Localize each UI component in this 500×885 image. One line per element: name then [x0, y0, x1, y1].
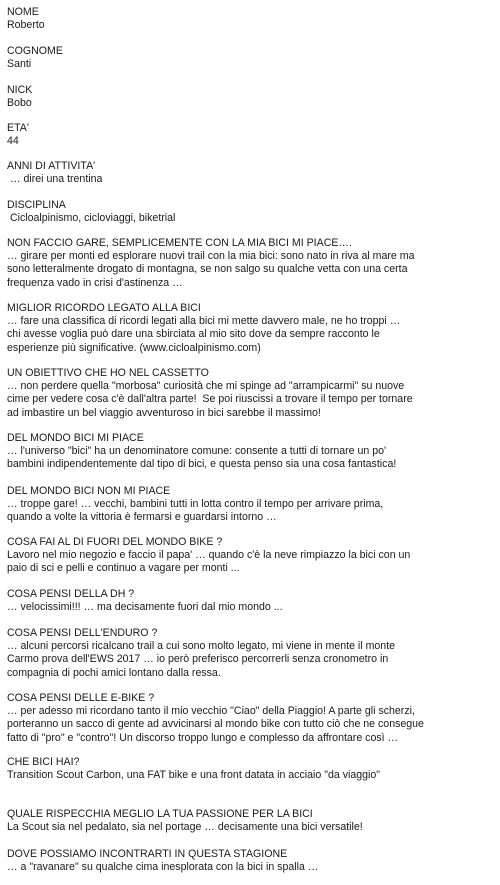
section-passione	[7, 808, 495, 834]
section-mondo-bici-non-piace	[7, 485, 495, 525]
section-ebike	[7, 692, 495, 745]
section-che-bici	[7, 756, 495, 782]
question: UN OBIETTIVO CHE HO NEL CASSETTO	[7, 367, 209, 379]
section-miglior-ricordo	[7, 302, 495, 355]
question: COSA FAI AL DI FUORI DEL MONDO BIKE ?	[7, 536, 223, 548]
question: ANNI DI ATTIVITA'	[7, 160, 96, 172]
answer: Bobo	[7, 97, 32, 110]
section-dove-incontrarti	[7, 848, 495, 874]
answer: … non perdere quella "morbosa" curiosità che mi spinge ad "arrampicarmi" su nuove cime per vedere cosa c'è dall'altra parte! Se poi riuscissi a trovare il tempo per tornare ad imbastire un bel viaggio avventuroso in bici sarebbe il massimo!	[7, 380, 413, 419]
answer: … a "ravanare" su qualche cima inesplorata con la bici in spalla …	[7, 861, 319, 874]
section-anni-attivita	[7, 160, 495, 186]
question: COSA PENSI DELL'ENDURO ?	[7, 627, 158, 639]
answer: … per adesso mi ricordano tanto il mio vecchio "Ciao" della Piaggio! A parte gli scherzi, porteranno un sacco di gente ad avvicinarsi al mondo bike con tutto ciò che ne consegue fatto di "pro" e "contro"! Un discorso troppo lungo e complesso da affrontare così …	[7, 705, 424, 744]
question: COGNOME	[7, 45, 63, 57]
section-obiettivo	[7, 367, 495, 420]
answer: Transition Scout Carbon, una FAT bike e una front datata in acciaio "da viaggio"	[7, 769, 381, 782]
section-dh	[7, 588, 495, 614]
question: DEL MONDO BICI NON MI PIACE	[7, 485, 171, 497]
answer: Roberto	[7, 19, 45, 32]
answer: … girare per monti ed esplorare nuovi trail con la mia bici: sono nato in riva al mare ma sono letteralmente drogato di montagna, se non salgo su qualche vetta con una certa frequenza vado in crisi d'astinenza …	[7, 250, 415, 289]
question: DISCIPLINA	[7, 199, 66, 211]
section-enduro	[7, 627, 495, 680]
question: DOVE POSSIAMO INCONTRARTI IN QUESTA STAGIONE	[7, 848, 288, 860]
question: NICK	[7, 84, 33, 96]
answer: … fare una classifica di ricordi legati alla bici mi mette davvero male, ne ho troppi … chi avesse voglia può dare una sbirciata al mio sito dove da sempre racconto le esperienze più significative. (www.cicloalpinismo.com)	[7, 315, 401, 354]
answer: Lavoro nel mio negozio e faccio il papa' … quando c'è la neve rimpiazzo la bici con un paio di sci e pelli e continuo a vagare per monti ...	[7, 549, 411, 575]
answer: … l'universo "bici" ha un denominatore comune: consente a tutti di tornare un po' bambini indipendentemente dal tipo di bici, e questa penso sia una cosa fantastica!	[7, 445, 397, 471]
question: MIGLIOR RICORDO LEGATO ALLA BICI	[7, 302, 201, 314]
question: QUALE RISPECCHIA MEGLIO LA TUA PASSIONE PER LA BICI	[7, 808, 313, 820]
section-eta	[7, 122, 495, 148]
question: COSA PENSI DELLA DH ?	[7, 588, 135, 600]
section-nome	[7, 6, 495, 32]
answer: … troppe gare! … vecchi, bambini tutti in lotta contro il tempo per arrivare prima, quando a volte la vittoria è fermarsi e guardarsi intorno …	[7, 498, 384, 524]
answer: … alcuni percorsi ricalcano trail a cui sono molto legato, mi viene in mente il monte Carmo prova dell'EWS 2017 … io però preferisco percorrerli senza cronometro in compagnia di pochi amici lontano dalla ressa.	[7, 640, 396, 679]
answer: … direi una trentina	[7, 173, 103, 186]
section-mi-piace	[7, 237, 495, 290]
section-disciplina	[7, 199, 495, 225]
question: CHE BICI HAI?	[7, 756, 80, 768]
answer: Cicloalpinismo, cicloviaggi, biketrial	[7, 212, 176, 225]
answer: … velocissimi!!! … ma decisamente fuori dal mio mondo ...	[7, 601, 283, 614]
section-cognome	[7, 45, 495, 71]
section-fuori-mondo-bike	[7, 536, 495, 576]
section-nick	[7, 84, 495, 110]
question: COSA PENSI DELLE E-BIKE ?	[7, 692, 155, 704]
answer: La Scout sia nel pedalato, sia nel portage … decisamente una bici versatile!	[7, 821, 363, 834]
question: DEL MONDO BICI MI PIACE	[7, 432, 144, 444]
answer: Santi	[7, 58, 32, 71]
question: NON FACCIO GARE, SEMPLICEMENTE CON LA MIA BICI MI PIACE….	[7, 237, 352, 249]
answer: 44	[7, 135, 19, 148]
section-mondo-bici-piace	[7, 432, 495, 472]
question: NOME	[7, 6, 39, 18]
question: ETA'	[7, 122, 29, 134]
